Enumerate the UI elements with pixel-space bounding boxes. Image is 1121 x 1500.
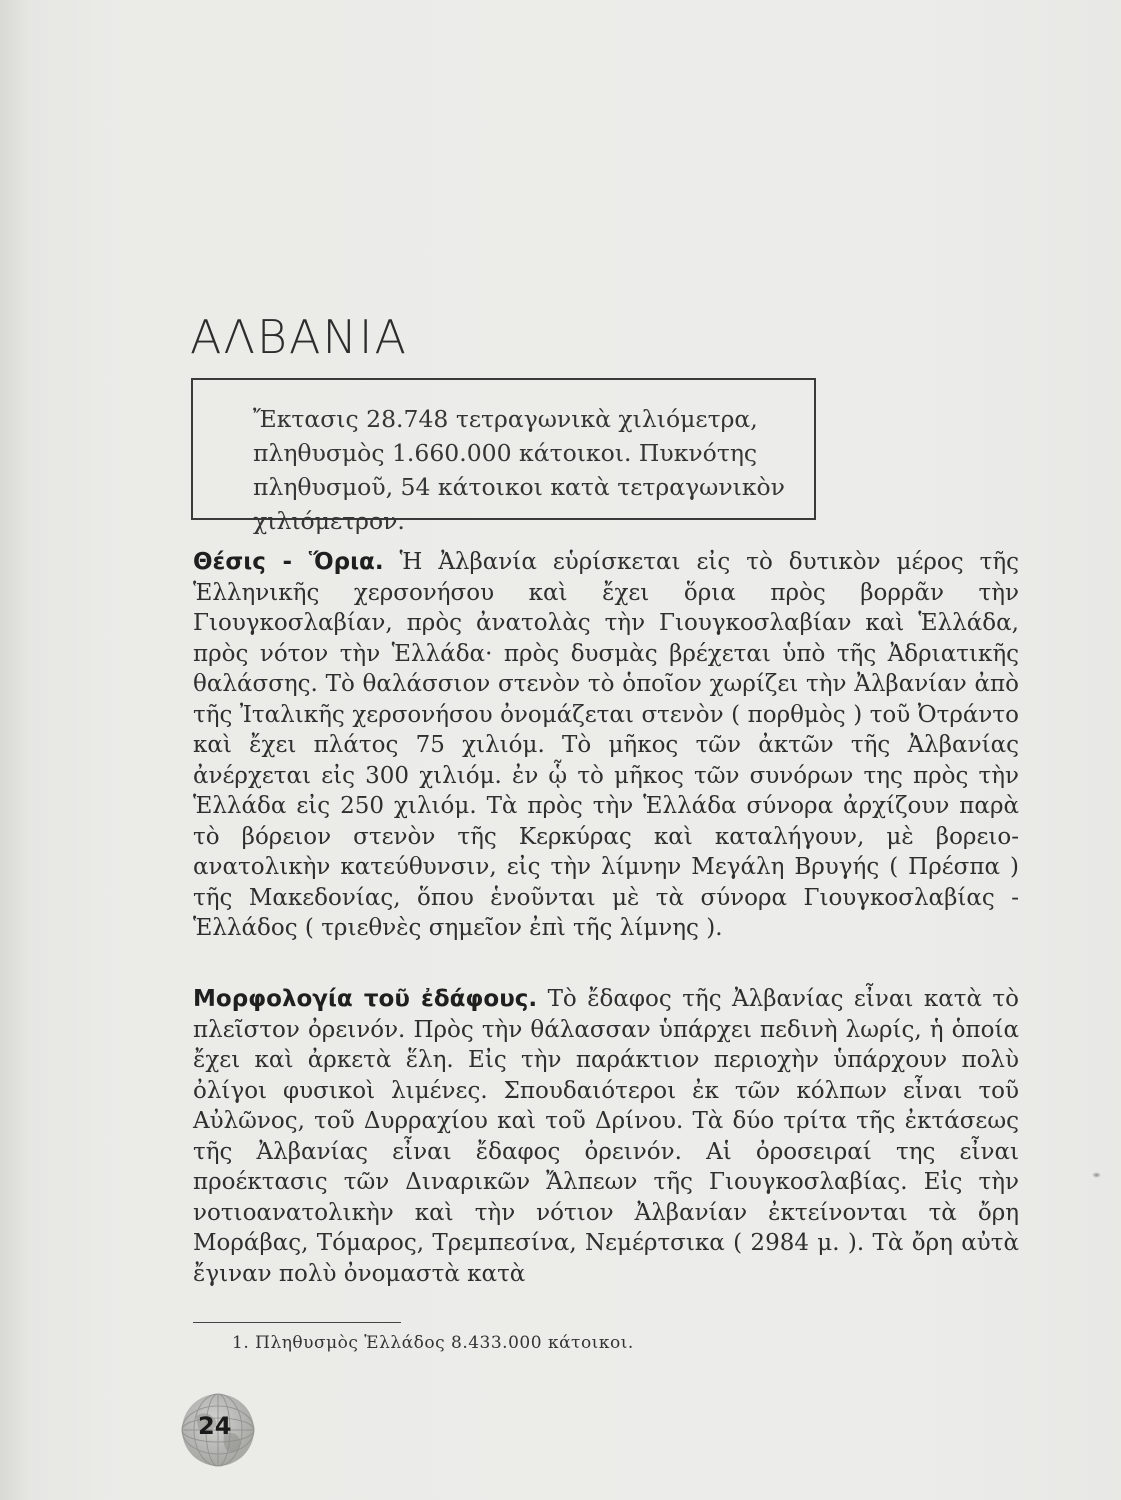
section-body: Τὸ ἔδαφος τῆς Ἀλβανίας εἶναι κατὰ τὸ πλεῖστον ὀρεινόν. Πρὸς τὴν θάλασσαν ὑπάρχει πεδινὴ λωρίς, ἡ ὁποία ἔχει καὶ ἀρκετὰ ἕλη. Εἰς τὴν παράκτιον περιοχὴν ὑπάρχουν πολὺ ὀλίγοι φυσικοὶ λιμένες. Σπουδαιότεροι ἐκ τῶν κόλπων εἶναι τοῦ Αὐλῶνος, τοῦ Δυρραχίου καὶ τοῦ Δρίνου. Τὰ δύο τρίτα τῆς ἐκτάσεως τῆς Ἀλβανίας εἶναι ἔδαφος ὀρεινόν. Αἱ ὀροσειραί της εἶναι προέκτασις τῶν Διναρικῶν Ἄλπεων τῆς Γιουγκοσλαβίας. Εἰς τὴν νοτιοανατολικὴν καὶ τὴν νότιον Ἀλβανίαν ἐκτείνονται τὰ ὄρη Μοράβας, Τόμαρος, Τρεμπεσίνα, Νεμέρτσικα ( 2984 μ. ). Τὰ ὄρη αὐτὰ ἔγιναν πολὺ ὀνομαστὰ κατὰ	[193, 986, 1019, 1287]
section-position-borders	[193, 547, 1019, 944]
statistics-box	[191, 378, 816, 535]
section-body: Ἡ Ἀλβανία εὑρίσκεται εἰς τὸ δυτικὸν μέρος τῆς Ἑλληνικῆς χερσονήσου καὶ ἔχει ὅρια πρὸς βορρᾶν τὴν Γιουγκοσλαβίαν, πρὸς ἀνατολὰς τὴν Γιουγκοσλαβίαν καὶ Ἑλλάδα, πρὸς νότον τὴν Ἑλλάδα· πρὸς δυσμὰς βρέχεται ὑπὸ τῆς Ἀδριατικῆς θαλάσσης. Τὸ θαλάσσιον στενὸν τὸ ὁποῖον χωρίζει τὴν Ἀλβανίαν ἀπὸ τῆς Ἰταλικῆς χερσονήσου ὀνομάζεται στενὸν ( πορθμὸς ) τοῦ Ὀτράντο καὶ ἔχει πλάτος 75 χιλιόμ. Τὸ μῆκος τῶν ἀκτῶν τῆς Ἀλβανίας ἀνέρχεται εἰς 300 χιλιόμ. ἐν ᾧ τὸ μῆκος τῶν συνόρων της πρὸς τὴν Ἑλλάδα εἰς 250 χιλιόμ. Τὰ πρὸς τὴν Ἑλλάδα σύνορα ἀρχίζουν παρὰ τὸ βόρειον στενὸν τῆς Κερκύρας καὶ καταλήγουν, μὲ βορειο-ανατολικὴν κατεύθυνσιν, εἰς τὴν λίμνην Μεγάλη Βρυγής ( Πρέσπα ) τῆς Μακεδονίας, ὅπου ἑνοῦνται μὲ τὰ σύνορα Γιουγκοσλαβίας - Ἑλλάδος ( τριεθνὲς σημεῖον ἐπὶ τῆς λίμνης ).	[193, 549, 1019, 941]
section-heading: Μορφολογία τοῦ ἐδάφους.	[193, 986, 538, 1012]
print-speck	[1092, 1172, 1101, 1178]
page-number: 24	[198, 1412, 232, 1440]
footnote: 1. Πληθυσμὸς Ἑλλάδος 8.433.000 κάτοικοι.	[232, 1333, 634, 1353]
section-heading: Θέσις - Ὅρια.	[193, 549, 384, 575]
page-number-badge	[176, 1386, 266, 1476]
statistics-text: Ἔκτασις 28.748 τετραγωνικὰ χιλιόμετρα, πληθυσμὸς 1.660.000 κάτοικοι. Πυκνότης πληθυσμοῦ, 54 κάτοικοι κατὰ τετραγωνικὸν χιλιόμετρον.	[253, 405, 785, 535]
footnote-divider	[193, 1322, 401, 1323]
page-title: ΑΛΒΑΝΙΑ	[190, 310, 408, 364]
section-morphology	[193, 984, 1019, 1289]
